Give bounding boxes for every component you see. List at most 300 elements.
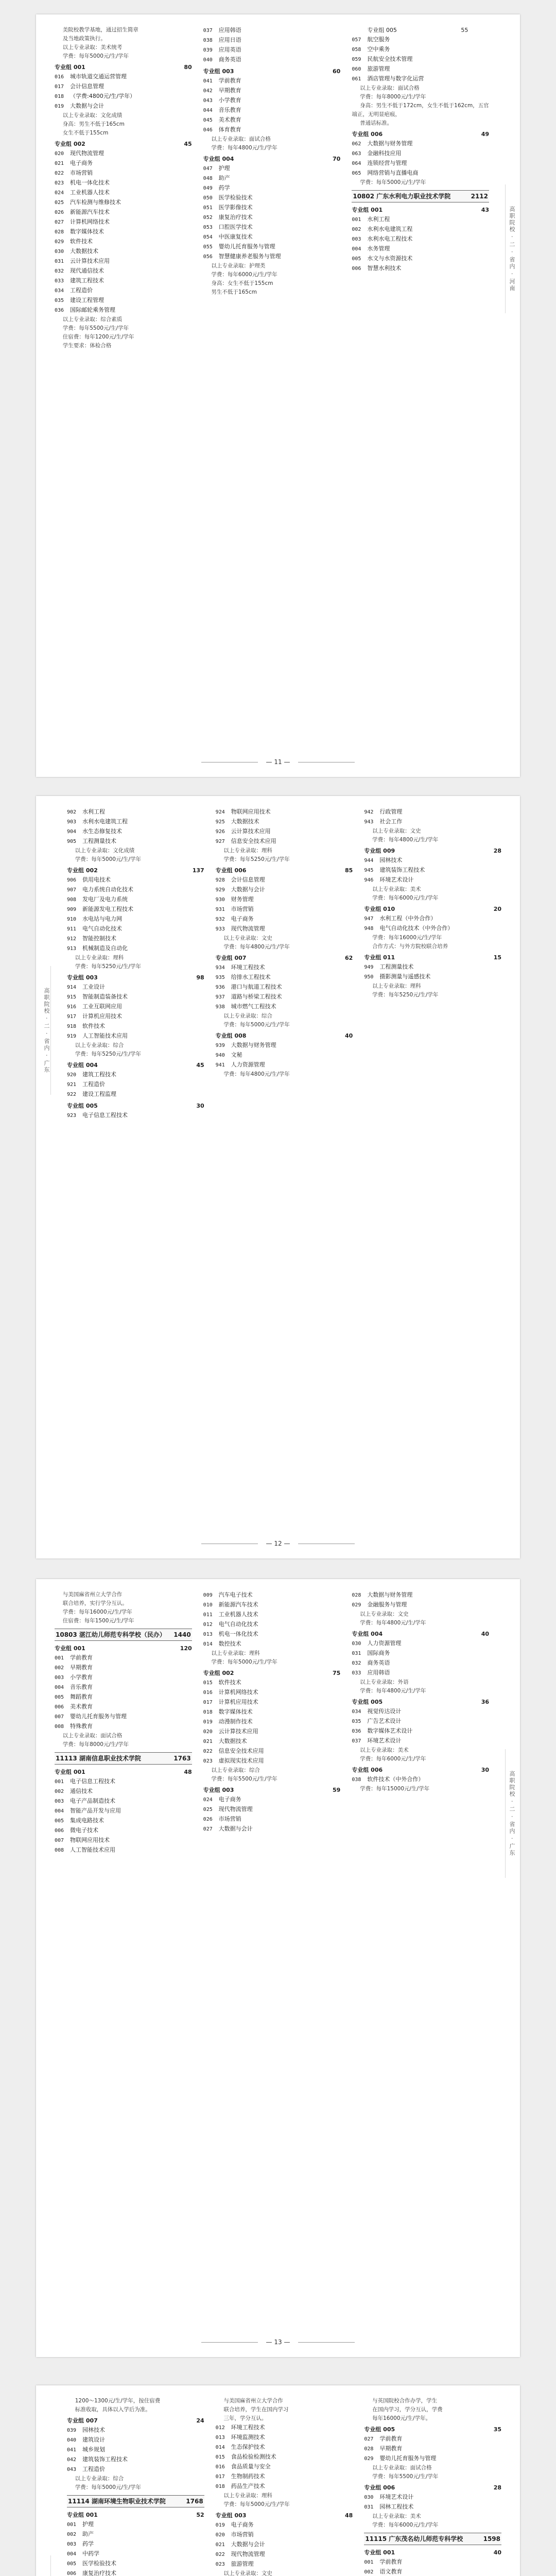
major-name: 数字媒体艺术设计 — [367, 1727, 413, 1734]
major-name: 市场营销 — [231, 2531, 254, 2538]
major-group-header — [364, 2425, 501, 2434]
major-code: 029 — [55, 239, 64, 245]
major-row — [203, 1795, 341, 1805]
school-plan-count: 1768 — [186, 2498, 203, 2505]
major-code: 923 — [67, 1113, 77, 1118]
major-name: 数控技术 — [218, 1640, 241, 1647]
major-row — [55, 1836, 192, 1845]
major-row — [352, 234, 489, 244]
major-name: 新能源发电工程技术 — [82, 906, 133, 912]
major-row — [352, 55, 489, 64]
major-name: 市场营销 — [70, 170, 93, 176]
major-row — [364, 866, 501, 875]
major-name: 酒店管理与数字化运营 — [367, 75, 424, 82]
major-code: 046 — [203, 127, 213, 133]
major-row — [216, 992, 353, 1002]
major-code: 005 — [352, 256, 361, 262]
major-row — [67, 2445, 204, 2455]
major-code: 048 — [203, 176, 213, 181]
major-row — [203, 1688, 341, 1698]
major-name: 旅游管理 — [231, 2561, 254, 2567]
major-row — [216, 973, 353, 982]
note-text: 身高：女生不低于155cm — [211, 280, 273, 286]
major-name: 大数据技术 — [218, 1738, 247, 1744]
major-name: 食品检验检测技术 — [231, 2453, 276, 2460]
major-row — [216, 2530, 353, 2540]
major-name: 婴幼儿托育服务与管理 — [218, 243, 275, 250]
major-name: 大数据技术 — [231, 818, 259, 825]
note-text: 学费：每年6000元/生/学年 — [372, 895, 439, 901]
major-code: 928 — [215, 877, 225, 883]
major-name: 现代物流管理 — [231, 2551, 265, 2557]
major-code: 060 — [352, 66, 361, 72]
group-name: 专业组 005 — [67, 1103, 98, 1109]
group-count: 45 — [196, 1062, 204, 1069]
note-text: 学费：每年5500元/生/学年 — [372, 2473, 439, 2480]
text-column — [352, 1590, 489, 1855]
group-name: 专业组 003 — [215, 2512, 247, 2519]
note-text: 以上专业录取：理科 — [211, 1650, 260, 1656]
note-text: 学费：每年5250元/生/学年 — [372, 992, 439, 998]
major-row — [203, 213, 341, 223]
major-row — [55, 217, 192, 227]
major-row — [55, 296, 192, 306]
major-name: 社会工作 — [379, 818, 403, 825]
note-text: 学费：每年4800元/生/学年 — [223, 1071, 290, 1077]
note-text: 以上专业录取：美术 — [372, 2513, 421, 2519]
group-count: 35 — [493, 2426, 502, 2433]
major-row — [67, 2559, 204, 2569]
major-name: 助产 — [82, 2531, 94, 2537]
major-row — [67, 934, 204, 944]
major-row — [55, 1673, 192, 1683]
major-code: 913 — [67, 946, 77, 952]
major-name: 电子商务 — [231, 916, 254, 922]
major-name: 大数据与会计 — [218, 1825, 253, 1832]
major-code: 025 — [203, 1807, 213, 1812]
major-name: 工程测量技术 — [82, 838, 116, 844]
major-code: 008 — [55, 1724, 64, 1730]
major-row — [203, 252, 341, 262]
major-code: 916 — [67, 1004, 77, 1010]
major-row — [55, 1712, 192, 1722]
major-name: 建设工程管理 — [70, 297, 104, 303]
note-text: 以上专业录取：综合 — [75, 2476, 124, 2482]
school-name: 10803 湛江幼儿师范专科学校（民办） — [56, 1631, 166, 1638]
major-name: 体育教育 — [218, 126, 241, 133]
major-row — [216, 2423, 353, 2433]
major-code: 003 — [352, 236, 361, 242]
major-name: 水生态修复技术 — [82, 828, 122, 835]
note-text: 合作方式：与外方院校联合培养 — [372, 943, 448, 950]
major-row — [352, 254, 489, 264]
major-code: 003 — [67, 2541, 77, 2547]
major-group-header — [352, 1698, 489, 1707]
note-text: 以上专业录取：理科 — [372, 983, 421, 989]
note-text: 以上专业录取：面试合格 — [211, 136, 271, 142]
major-row — [203, 1698, 341, 1707]
major-name: 舞蹈教育 — [70, 1693, 93, 1700]
major-name: 网络营销与直播电商 — [367, 170, 419, 176]
major-code: 909 — [67, 907, 77, 912]
school-header — [352, 190, 489, 202]
major-code: 042 — [203, 88, 213, 94]
major-name: 港口与航道工程技术 — [231, 984, 282, 990]
major-code: 032 — [352, 1660, 361, 1666]
major-group-header — [67, 2511, 204, 2520]
major-name: 国际商务 — [367, 1650, 390, 1656]
major-code: 059 — [352, 57, 361, 62]
major-code: 926 — [215, 829, 225, 835]
note-text: 学费：每年6000元/生/学年 — [372, 2522, 439, 2528]
major-row — [203, 1727, 341, 1737]
major-code: 911 — [67, 926, 77, 932]
major-name: 供用电技术 — [82, 876, 111, 883]
major-row — [216, 2560, 353, 2569]
major-name: 软件技术 — [218, 1679, 241, 1686]
major-code: 014 — [203, 1641, 213, 1647]
major-name: 城市燃气工程技术 — [231, 1003, 276, 1010]
major-name: 物联网应用技术 — [70, 1837, 110, 1843]
major-code: 006 — [352, 266, 361, 272]
major-name: 金融科技应用 — [367, 150, 402, 157]
note-text: 学费：每年15000元/生/学年 — [360, 1786, 430, 1792]
major-code: 938 — [215, 1004, 225, 1010]
major-name: 物联网应用技术 — [231, 808, 271, 815]
major-name: 汽车电子技术 — [218, 1591, 253, 1598]
major-row — [352, 1717, 489, 1726]
major-code: 018 — [215, 2484, 225, 2489]
major-row — [67, 905, 204, 914]
major-row — [216, 2443, 353, 2452]
major-group-header — [364, 2548, 501, 2557]
major-name: 空中乘务 — [367, 46, 390, 53]
group-name: 专业组 003 — [203, 1787, 234, 1793]
major-code: 915 — [67, 994, 77, 1000]
group-count: 48 — [184, 1769, 192, 1775]
note-text: 以上专业录取：文史 — [372, 828, 421, 834]
note-text: 普通话标准。 — [360, 120, 393, 126]
major-name: 工程造价 — [82, 1081, 105, 1088]
note-text: 学费：每年16000元/生/学年 — [372, 935, 442, 941]
major-row — [352, 1600, 489, 1610]
page-number-text: — 13 — — [266, 2338, 290, 2346]
major-row — [203, 1815, 341, 1824]
major-row — [216, 924, 353, 934]
major-row — [67, 1012, 204, 1022]
major-name: 视觉传达设计 — [367, 1708, 402, 1715]
major-code: 023 — [55, 180, 64, 186]
major-code: 019 — [203, 1719, 213, 1725]
major-name: 大数据与会计 — [231, 2541, 265, 2548]
major-name: 软件技术 — [70, 238, 93, 245]
book-page — [36, 796, 520, 1558]
page-number — [36, 1540, 520, 1547]
major-code: 006 — [67, 2571, 77, 2576]
school-header — [67, 2495, 204, 2507]
group-name: 专业组 006 — [352, 1767, 383, 1773]
major-name: 环境工程技术 — [231, 2424, 265, 2431]
page-columns — [55, 1590, 489, 1855]
major-row — [55, 257, 192, 266]
major-code: 019 — [215, 2522, 225, 2528]
major-row — [203, 1678, 341, 1688]
major-code: 035 — [55, 298, 64, 303]
major-code: 919 — [67, 1033, 77, 1039]
major-code: 061 — [352, 76, 361, 82]
note-text: 以上专业录取：美术 — [360, 1747, 409, 1753]
note-text: 学费：每年4800元/生/学年 — [360, 1688, 426, 1694]
major-name: 通信技术 — [70, 1788, 93, 1794]
major-name: 药学 — [218, 184, 230, 191]
major-code: 034 — [55, 288, 64, 294]
major-row — [352, 45, 489, 55]
major-code: 065 — [352, 171, 361, 176]
note-text: 1200～1300元/生/学年，按住宿费 — [75, 2398, 161, 2404]
major-name: 水利工程 — [82, 808, 105, 815]
major-name: 小学教育 — [218, 97, 241, 104]
note-text: 学费：每年5250元/生/学年 — [75, 1051, 142, 1057]
major-group-header — [55, 63, 192, 72]
major-row — [352, 1707, 489, 1717]
major-code: 007 — [55, 1714, 64, 1720]
major-code: 904 — [67, 829, 77, 835]
major-row — [352, 1726, 489, 1736]
major-row — [364, 962, 501, 972]
major-group-header — [67, 1101, 204, 1111]
major-row — [67, 914, 204, 924]
major-row — [67, 2569, 204, 2576]
note-text: 以上专业录取：外语 — [360, 1679, 409, 1685]
major-name: 电气自动化技术（中外合作） — [379, 925, 454, 931]
major-name: 环境艺术设计 — [379, 876, 414, 883]
major-name: 现代物流管理 — [70, 150, 104, 157]
major-name: 电子信息工程技术 — [82, 1112, 128, 1118]
note-text: 学费：每年5500元/生/学年 — [62, 325, 129, 331]
major-name: 道路与桥梁工程技术 — [231, 993, 282, 1000]
major-code: 037 — [352, 1738, 361, 1744]
major-code: 035 — [352, 1719, 361, 1724]
major-code: 939 — [215, 1043, 225, 1048]
major-group-header — [352, 1630, 489, 1639]
major-name: 人工智能技术应用 — [70, 1846, 115, 1853]
major-name: 药学 — [82, 2540, 94, 2547]
major-row — [55, 227, 192, 237]
major-code: 016 — [215, 2464, 225, 2470]
major-row — [203, 36, 341, 45]
major-group-header — [55, 1644, 192, 1653]
major-name: 建筑装饰工程技术 — [379, 867, 425, 873]
major-name: 城乡规划 — [82, 2446, 105, 2453]
group-name: 专业组 002 — [67, 867, 98, 874]
major-code: 021 — [215, 2542, 225, 2548]
major-name: 生态保护技术 — [231, 2444, 265, 2450]
note-text: 学费：每年4800元/生/学年 — [372, 837, 439, 843]
major-code: 925 — [215, 819, 225, 825]
major-name: 美术教育 — [218, 116, 241, 123]
major-row — [216, 807, 353, 817]
text-column — [67, 2397, 204, 2576]
major-code: 039 — [67, 2428, 77, 2433]
major-code: 921 — [67, 1082, 77, 1088]
text-column — [55, 26, 192, 350]
major-row — [67, 944, 204, 954]
major-row — [216, 2540, 353, 2550]
major-code: 935 — [215, 975, 225, 980]
major-row — [67, 1070, 204, 1080]
major-row — [55, 286, 192, 296]
major-name: 建筑装饰工程技术 — [82, 2456, 128, 2463]
major-code: 004 — [67, 2551, 77, 2557]
major-code: 031 — [364, 2504, 374, 2510]
major-row — [352, 1649, 489, 1658]
major-code: 908 — [67, 897, 77, 903]
major-name: 计算机应用技术 — [82, 1013, 122, 1020]
major-row — [55, 237, 192, 247]
school-name: 11114 湖南环境生物职业技术学院 — [68, 2498, 166, 2505]
text-column — [55, 1590, 192, 1855]
major-code: 924 — [215, 809, 225, 815]
note-text: 联合培养，实行学分互认。 — [62, 1600, 128, 1606]
major-code: 931 — [215, 907, 225, 912]
major-row — [67, 1031, 204, 1041]
note-text: 学费：每年5000元/生/学年 — [62, 53, 129, 59]
major-name: 机械制造及自动化 — [82, 945, 128, 952]
major-code: 063 — [352, 151, 361, 157]
major-name: 机电一体化技术 — [218, 1631, 258, 1637]
major-row — [67, 837, 204, 846]
major-row — [55, 188, 192, 198]
major-code: 041 — [67, 2447, 77, 2453]
note-text: 以上专业录取：护理类 — [211, 263, 266, 269]
major-name: 大数据技术 — [70, 248, 98, 255]
major-row — [203, 1717, 341, 1727]
major-row — [216, 2462, 353, 2472]
note-text: 标准收取，具体以入学后为准。 — [75, 2406, 151, 2413]
major-code: 038 — [352, 1777, 361, 1783]
major-row — [216, 2433, 353, 2443]
page-number-text: — 11 — — [266, 758, 290, 766]
major-code: 027 — [55, 219, 64, 225]
group-name: 专业组 011 — [364, 954, 395, 961]
major-name: 给排水工程技术 — [231, 974, 271, 980]
major-name: 电子商务 — [218, 1796, 241, 1803]
major-code: 932 — [215, 917, 225, 922]
note-text: 及当地政策执行。 — [62, 36, 106, 42]
major-name: 新能源汽车技术 — [70, 209, 110, 215]
major-code: 027 — [364, 2436, 374, 2442]
major-code: 044 — [203, 108, 213, 113]
major-code: 028 — [364, 2446, 374, 2452]
major-row — [216, 963, 353, 973]
major-code: 944 — [364, 858, 374, 863]
note-text: 学费：每年4800元/生/学年 — [211, 145, 277, 151]
major-row — [203, 115, 341, 125]
note-text: 学费：每年6000元/生/学年 — [211, 272, 277, 278]
major-row — [67, 924, 204, 934]
major-name: 水务管理 — [367, 245, 390, 252]
major-code: 940 — [215, 1053, 225, 1058]
major-name: 电子商务 — [70, 160, 93, 166]
group-name: 专业组 009 — [364, 848, 395, 854]
text-column — [364, 807, 501, 1121]
major-name: 工业互联网应用 — [82, 1003, 122, 1010]
major-name: 环境工程技术 — [231, 964, 265, 971]
major-group-header — [352, 206, 489, 215]
major-row — [203, 242, 341, 252]
major-code: 026 — [203, 1817, 213, 1822]
major-row — [203, 1707, 341, 1717]
major-name: 电子信息工程技术 — [70, 1778, 115, 1785]
note-text: 以上专业录取：文史 — [360, 1611, 409, 1617]
note-text: 男生不低于165cm — [211, 289, 257, 295]
major-row — [55, 247, 192, 257]
major-row — [364, 875, 501, 885]
major-code: 031 — [55, 259, 64, 264]
major-group-header — [216, 2511, 353, 2520]
major-name: 水利水电建筑工程 — [82, 818, 128, 825]
group-count: 40 — [481, 1631, 490, 1637]
major-row — [203, 96, 341, 106]
book-page — [36, 14, 520, 777]
note-text: 以上专业录取：美术统考 — [62, 44, 123, 50]
major-name: 应用日语 — [218, 37, 241, 43]
school-name: 11115 广东茂名幼儿师范专科学校 — [365, 2535, 463, 2543]
major-code: 050 — [203, 195, 213, 201]
major-row — [55, 1663, 192, 1673]
major-code: 030 — [55, 249, 64, 255]
group-name: 专业组 001 — [55, 1769, 85, 1775]
major-row — [203, 45, 341, 55]
major-name: 大数据与财务管理 — [367, 1591, 413, 1598]
major-code: 032 — [55, 268, 64, 274]
major-row — [55, 1702, 192, 1712]
major-name: 会计信息管理 — [70, 83, 104, 90]
school-name: 11113 湖南信息职业技术学院 — [56, 1755, 141, 1762]
major-row — [216, 895, 353, 905]
major-name: 信息安全技术应用 — [218, 1748, 264, 1754]
major-name: 康复治疗技术 — [218, 214, 253, 221]
major-code: 051 — [203, 205, 213, 211]
major-row — [352, 1736, 489, 1746]
school-plan-count: 1440 — [173, 1631, 191, 1638]
group-count: 15 — [493, 954, 502, 961]
major-code: 017 — [215, 2474, 225, 2480]
major-row — [216, 885, 353, 895]
major-row — [352, 149, 489, 159]
major-row — [216, 2520, 353, 2530]
major-name: 工程造价 — [82, 2466, 105, 2472]
major-name: 计算机网络技术 — [218, 1689, 258, 1696]
group-name: 专业组 008 — [215, 1032, 247, 1039]
major-code: 004 — [55, 1808, 64, 1814]
major-name: 环境监测技术 — [231, 2434, 265, 2441]
major-name: 康复治疗技术 — [82, 2570, 116, 2576]
major-group-header — [364, 905, 501, 914]
note-text: 学费：每年5000元/生/学年 — [360, 179, 426, 185]
note-text: 与美国麻省州立大学合作 — [62, 1591, 123, 1598]
note-text: 以上专业录取：综合素质 — [62, 316, 123, 323]
major-row — [216, 2472, 353, 2482]
major-name: 人力资源管理 — [231, 1061, 265, 1068]
major-name: 云计算技术应用 — [218, 1728, 258, 1735]
note-text: 以上专业录取：理科 — [223, 2493, 272, 2499]
group-name: 专业组 001 — [55, 64, 85, 71]
major-row — [364, 2434, 501, 2444]
major-code: 028 — [352, 1592, 361, 1598]
major-row — [203, 232, 341, 242]
major-code: 941 — [215, 1062, 225, 1068]
